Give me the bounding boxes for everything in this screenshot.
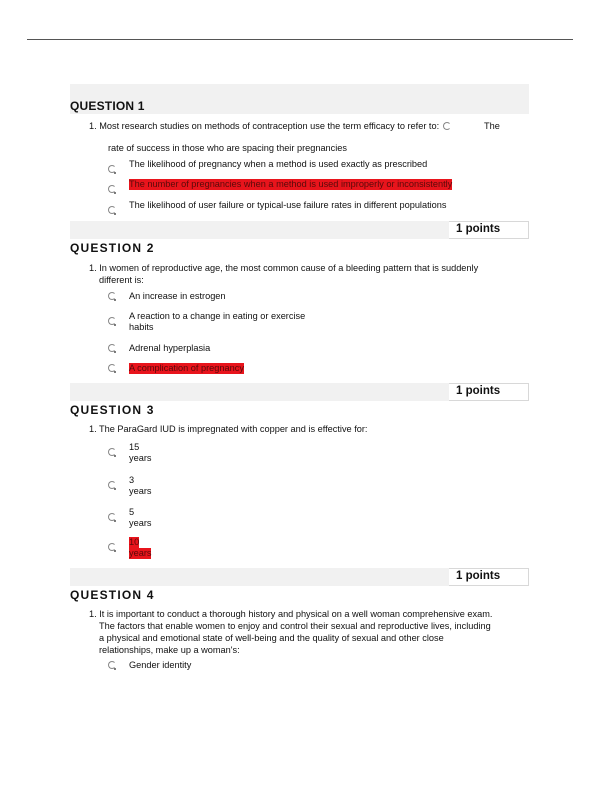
radio-button-icon[interactable] xyxy=(108,448,116,456)
radio-button-icon[interactable] xyxy=(108,364,116,372)
option-unit-highlighted: years xyxy=(129,548,152,558)
option-label: The xyxy=(484,121,500,131)
radio-button-icon[interactable] xyxy=(108,481,116,489)
question-3-points: 1 points xyxy=(449,568,529,586)
question-3-text: 1. The ParaGard IUD is impregnated with copper and is effective for: xyxy=(89,424,368,434)
option-number: 15 xyxy=(129,442,140,452)
question-1-title: QUESTION 1 xyxy=(70,99,145,113)
radio-button-icon[interactable] xyxy=(108,344,116,352)
radio-button-icon[interactable] xyxy=(108,165,116,173)
option-label: Adrenal hyperplasia xyxy=(129,343,211,353)
question-1-option-1-continued: rate of success in those who are spacing their pregnancies xyxy=(108,143,348,153)
option-number: 5 xyxy=(129,507,135,517)
top-divider xyxy=(27,39,573,40)
question-4-title: QUESTION 4 xyxy=(70,588,155,602)
option-unit: years xyxy=(129,518,152,528)
radio-button-icon[interactable] xyxy=(108,513,116,521)
option-number: 3 xyxy=(129,475,135,485)
option-label: Gender identity xyxy=(129,660,192,670)
radio-button-icon[interactable] xyxy=(108,292,116,300)
option-number-highlighted: 10 xyxy=(129,537,140,547)
question-2-points: 1 points xyxy=(449,383,529,401)
question-3-title: QUESTION 3 xyxy=(70,403,155,417)
radio-button-icon[interactable] xyxy=(108,543,116,551)
question-1-text: 1. Most research studies on methods of contraception use the term efficacy to refer to: The xyxy=(89,120,457,132)
question-2-text: 1. In women of reproductive age, the most common cause of a bleeding pattern that is suddenly different is: xyxy=(89,263,479,285)
option-unit: years xyxy=(129,453,152,463)
question-4-text: 1. It is important to conduct a thorough history and physical on a well woman comprehensive exam. The factors that enable women to enjoy and control their sexual and reproductive lives, including a physical and emotional state of well-being and the quality of sexual and other close relationships, make up a woman's: xyxy=(89,609,493,655)
option-label-highlighted: The number of pregnancies when a method is used improperly or inconsistently xyxy=(129,179,453,189)
radio-button-icon[interactable] xyxy=(108,317,116,325)
radio-button-icon[interactable] xyxy=(443,122,451,130)
option-unit: years xyxy=(129,486,152,496)
option-label: The likelihood of pregnancy when a method is used exactly as prescribed xyxy=(129,159,428,169)
radio-button-icon[interactable] xyxy=(108,185,116,193)
points-row-bg xyxy=(70,383,449,401)
option-label: An increase in estrogen xyxy=(129,291,226,301)
radio-button-icon[interactable] xyxy=(108,206,116,214)
points-row-bg xyxy=(70,568,449,586)
option-label: The likelihood of user failure or typical-use failure rates in different populations xyxy=(129,200,447,210)
option-label-highlighted: A complication of pregnancy xyxy=(129,363,244,373)
question-1-points: 1 points xyxy=(449,221,529,239)
points-row-bg xyxy=(70,221,449,239)
option-label: A reaction to a change in eating or exercise habits xyxy=(129,311,306,332)
question-2-title: QUESTION 2 xyxy=(70,241,155,255)
radio-button-icon[interactable] xyxy=(108,661,116,669)
